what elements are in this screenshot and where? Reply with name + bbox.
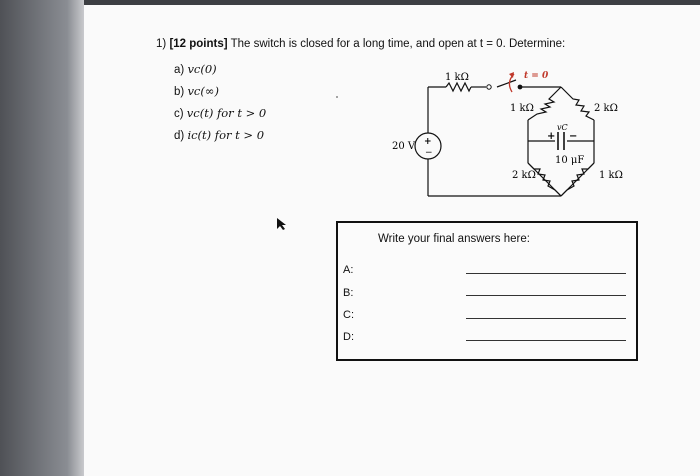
item-text: ic(t) for t > 0 [187,128,265,142]
cap-plus: + [547,131,556,142]
answer-label-d: D: [343,331,354,343]
item-label: d) [174,130,185,142]
item-label: b) [174,86,185,98]
item-label: c) [174,108,184,120]
answers-title: Write your final answers here: [378,233,530,245]
label-r-upper-left: 1 kΩ [510,103,534,114]
item-text: vc(0) [187,62,217,76]
answer-label-a: A: [343,264,354,276]
question-points: [12 points] [169,38,228,50]
answer-line-c[interactable] [466,318,626,319]
switch-contact-right [518,85,523,90]
question-number: 1) [156,38,167,50]
label-source: 20 V [392,141,416,152]
label-capacitor: 10 μF [555,155,585,166]
resistor-series [446,83,471,91]
cap-minus: − [569,131,578,142]
item-label: a) [174,64,185,76]
label-r-lower-right: 1 kΩ [599,170,623,181]
switch-arm [497,80,516,87]
label-r-series: 1 kΩ [445,72,469,83]
answer-line-d[interactable] [466,340,626,341]
answer-line-b[interactable] [466,295,626,296]
answer-line-a[interactable] [466,273,626,274]
cursor-arrow-icon [276,217,288,231]
label-switch: t = 0 [524,71,549,81]
answer-label-c: C: [343,309,354,321]
source-minus: − [425,148,433,158]
label-cap-voltage: vC [557,123,568,132]
question-text: The switch is closed for a long time, and open at t = 0. Determine: [230,38,566,50]
switch-contact-left [487,85,491,89]
item-text: vc(∞) [187,84,219,98]
resistor-upper-right [561,87,594,120]
answer-label-b: B: [343,287,354,299]
source-plus: + [424,137,432,147]
label-r-upper-right: 2 kΩ [594,103,618,114]
item-text: vc(t) for t > 0 [186,106,267,120]
label-r-lower-left: 2 kΩ [512,170,536,181]
